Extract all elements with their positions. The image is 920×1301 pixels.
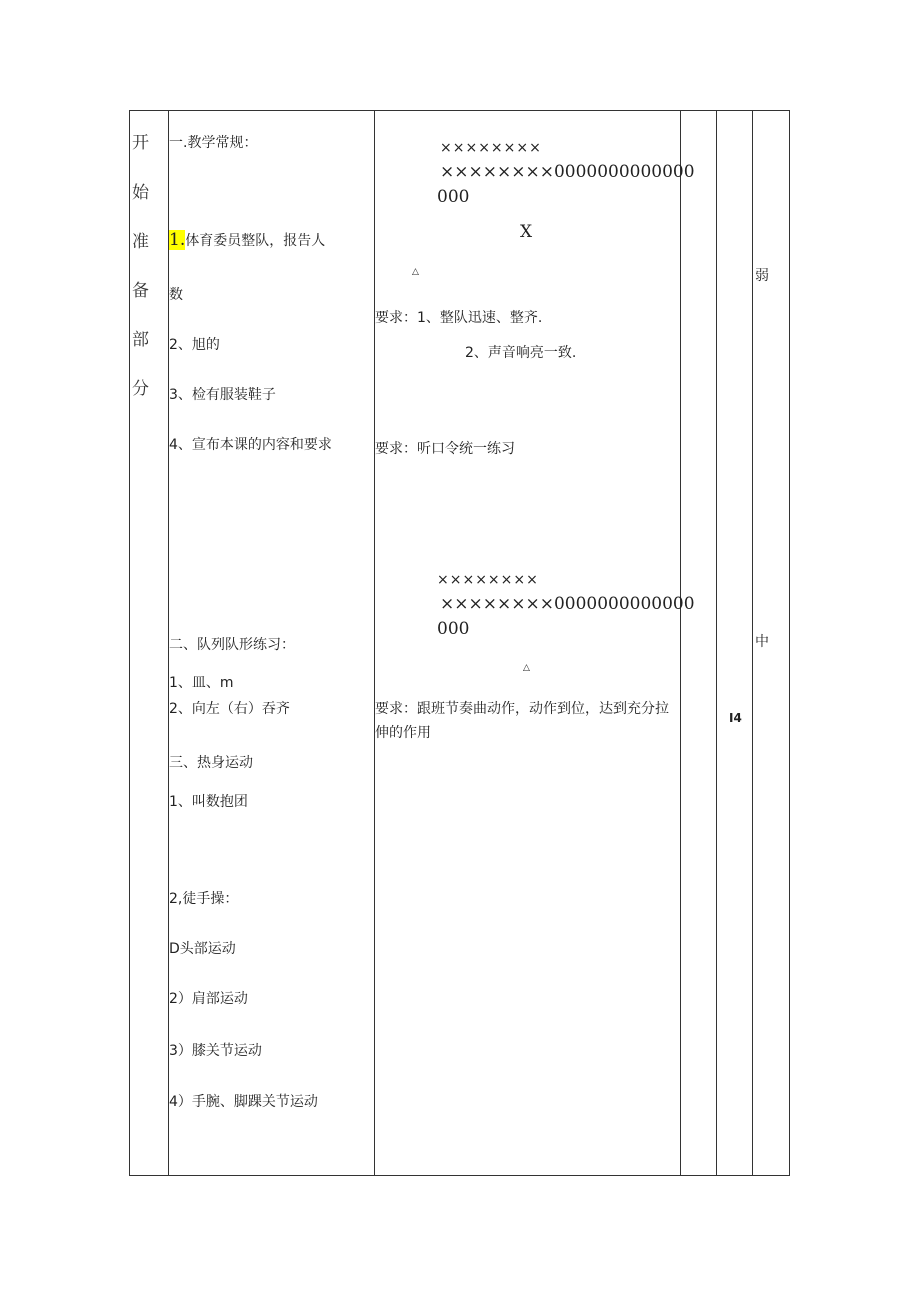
drill-1: 1、皿、m [169,675,234,691]
gym-heading: 2,徒手操： [169,891,239,907]
drill-heading: 二、队列队形练习： [169,637,295,653]
lesson-plan-table [129,110,790,1176]
requirement-2: 要求：听口令统一练习 [375,441,515,457]
time-column [717,111,753,1175]
drill-2: 2、向左（右）吞齐 [169,701,290,717]
section-char: 备 [132,281,149,301]
formation-row: 000 [437,187,470,207]
instructor-mark: X [520,222,533,242]
gym-3: 3）膝关节运动 [169,1043,262,1059]
teacher-triangle-icon: △ [412,267,419,277]
section-column [130,111,169,1175]
warmup-heading: 三、热身运动 [169,755,253,771]
intensity-weak: 弱 [755,268,769,284]
item-1-continued: 数 [169,287,183,303]
formation-row: ×××××××× [440,140,542,156]
item-3: 3、检有服装鞋子 [169,387,276,403]
intensity-column [753,111,790,1175]
item-1-number: 1. [169,230,186,250]
blank-column [681,111,717,1175]
section-char: 部 [132,330,149,350]
formation-row: ××××××××0000000000000 [440,162,695,182]
section-char: 分 [132,379,149,399]
requirement-1: 要求：1、整队迅速、整齐. [375,310,543,326]
routine-heading: 一.教学常规： [169,135,258,151]
time-value: I4 [729,711,742,725]
warmup-1: 1、叫数抱团 [169,794,248,810]
formation-column [375,111,695,1175]
formation-row: 000 [437,619,470,639]
item-1-text: 体育委员整队，报告人 [185,233,326,249]
requirement-3: 要求：跟班节奏曲动作，动作到位，达到充分拉伸的作用 [375,701,669,741]
content-column [169,111,375,1175]
intensity-mid: 中 [755,634,769,650]
item-2: 2、旭的 [169,337,220,353]
gym-2: 2）肩部运动 [169,991,248,1007]
requirement-1-line-2: 2、声音响亮一致. [465,345,577,361]
item-4: 4、宣布本课的内容和要求 [169,437,332,453]
formation-row: ×××××××× [437,572,539,588]
formation-row: ××××××××0000000000000 [440,594,695,614]
section-char: 开 [132,133,149,153]
gym-4: 4）手腕、脚踝关节运动 [169,1094,318,1110]
section-char: 始 [132,183,149,203]
item-1 [169,231,325,250]
teacher-triangle-icon: △ [523,663,530,673]
section-char: 准 [132,232,149,252]
gym-1: D头部运动 [169,941,236,957]
